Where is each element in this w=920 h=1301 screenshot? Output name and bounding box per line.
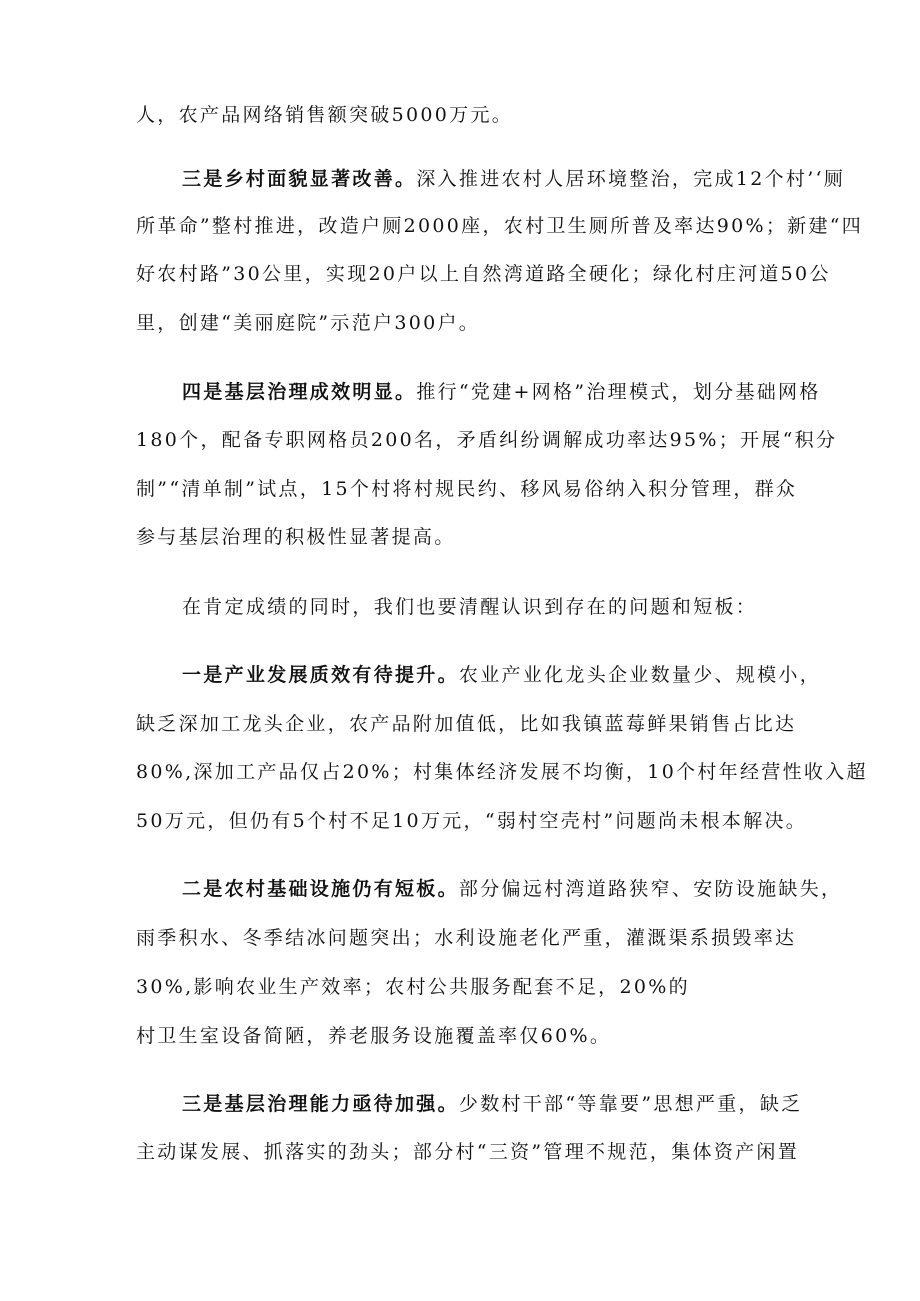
text-line: 所革命”整村推进，改造户厕2000座，农村卫生厕所普及率达90%；新建“四 xyxy=(136,215,864,237)
text-line: 50万元，但仍有5个村不足10万元，“弱村空壳村”问题尚未根本解决。 xyxy=(136,810,808,832)
text-line: 人，农产品网络销售额突破5000万元。 xyxy=(136,104,514,126)
paragraph-line xyxy=(182,377,821,407)
paragraph-text: 少数村干部“等靠要”思想严重，缺乏 xyxy=(458,1093,803,1115)
text-line: 参与基层治理的积极性显著提高。 xyxy=(136,526,456,548)
paragraph-heading: 四是基层治理成效明显。 xyxy=(182,381,417,403)
paragraph-heading: 二是农村基础设施仍有短板。 xyxy=(182,878,459,900)
paragraph-line xyxy=(182,660,821,690)
paragraph-line xyxy=(182,164,845,194)
text-line: 主动谋发展、抓落实的劲头；部分村“三资”管理不规范，集体资产闲置 xyxy=(136,1141,800,1163)
text-line: 在肯定成绩的同时，我们也要清醒认识到存在的问题和短板： xyxy=(182,596,758,618)
text-line: 里，创建“美丽庭院”示范户300户。 xyxy=(136,312,481,334)
paragraph-heading: 一是产业发展质效有待提升。 xyxy=(182,664,459,686)
paragraph-text: 推行“党建+网格”治理模式，划分基础网格 xyxy=(416,381,821,403)
paragraph-heading: 三是乡村面貌显著改善。 xyxy=(182,168,417,190)
paragraph-line xyxy=(182,1089,802,1119)
paragraph-line xyxy=(182,874,842,904)
paragraph-text: 部分偏远村湾道路狭窄、安防设施缺失， xyxy=(458,878,843,900)
text-line: 雨季积水、冬季结冰问题突出；水利设施老化严重，灌溉渠系损毁率达 xyxy=(136,927,797,949)
text-line: 80%,深加工产品仅占20%；村集体经济发展不均衡，10个村年经营性收入超 xyxy=(136,761,868,783)
paragraph-heading: 三是基层治理能力亟待加强。 xyxy=(182,1093,459,1115)
text-line: 好农村路”30公里，实现20户以上自然湾道路全硬化；绿化村庄河道50公 xyxy=(136,263,831,285)
text-line: 30%,影响农业生产效率；农村公共服务配套不足，20%的 xyxy=(136,976,690,998)
paragraph-text: 深入推进农村人居环境整治，完成12个村’‘厕 xyxy=(416,168,846,190)
text-line: 180个，配备专职网格员200名，矛盾纠纷调解成功率达95%；开展“积分 xyxy=(136,429,838,451)
paragraph-text: 农业产业化龙头企业数量少、规模小， xyxy=(458,664,822,686)
text-line: 制”“清单制”试点，15个村将村规民约、移风易俗纳入积分管理，群众 xyxy=(136,478,798,500)
text-line: 缺乏深加工龙头企业，农产品附加值低，比如我镇蓝莓鲜果销售占比达 xyxy=(136,713,797,735)
text-line: 村卫生室设备简陋，养老服务设施覆盖率仅60%。 xyxy=(136,1025,612,1047)
